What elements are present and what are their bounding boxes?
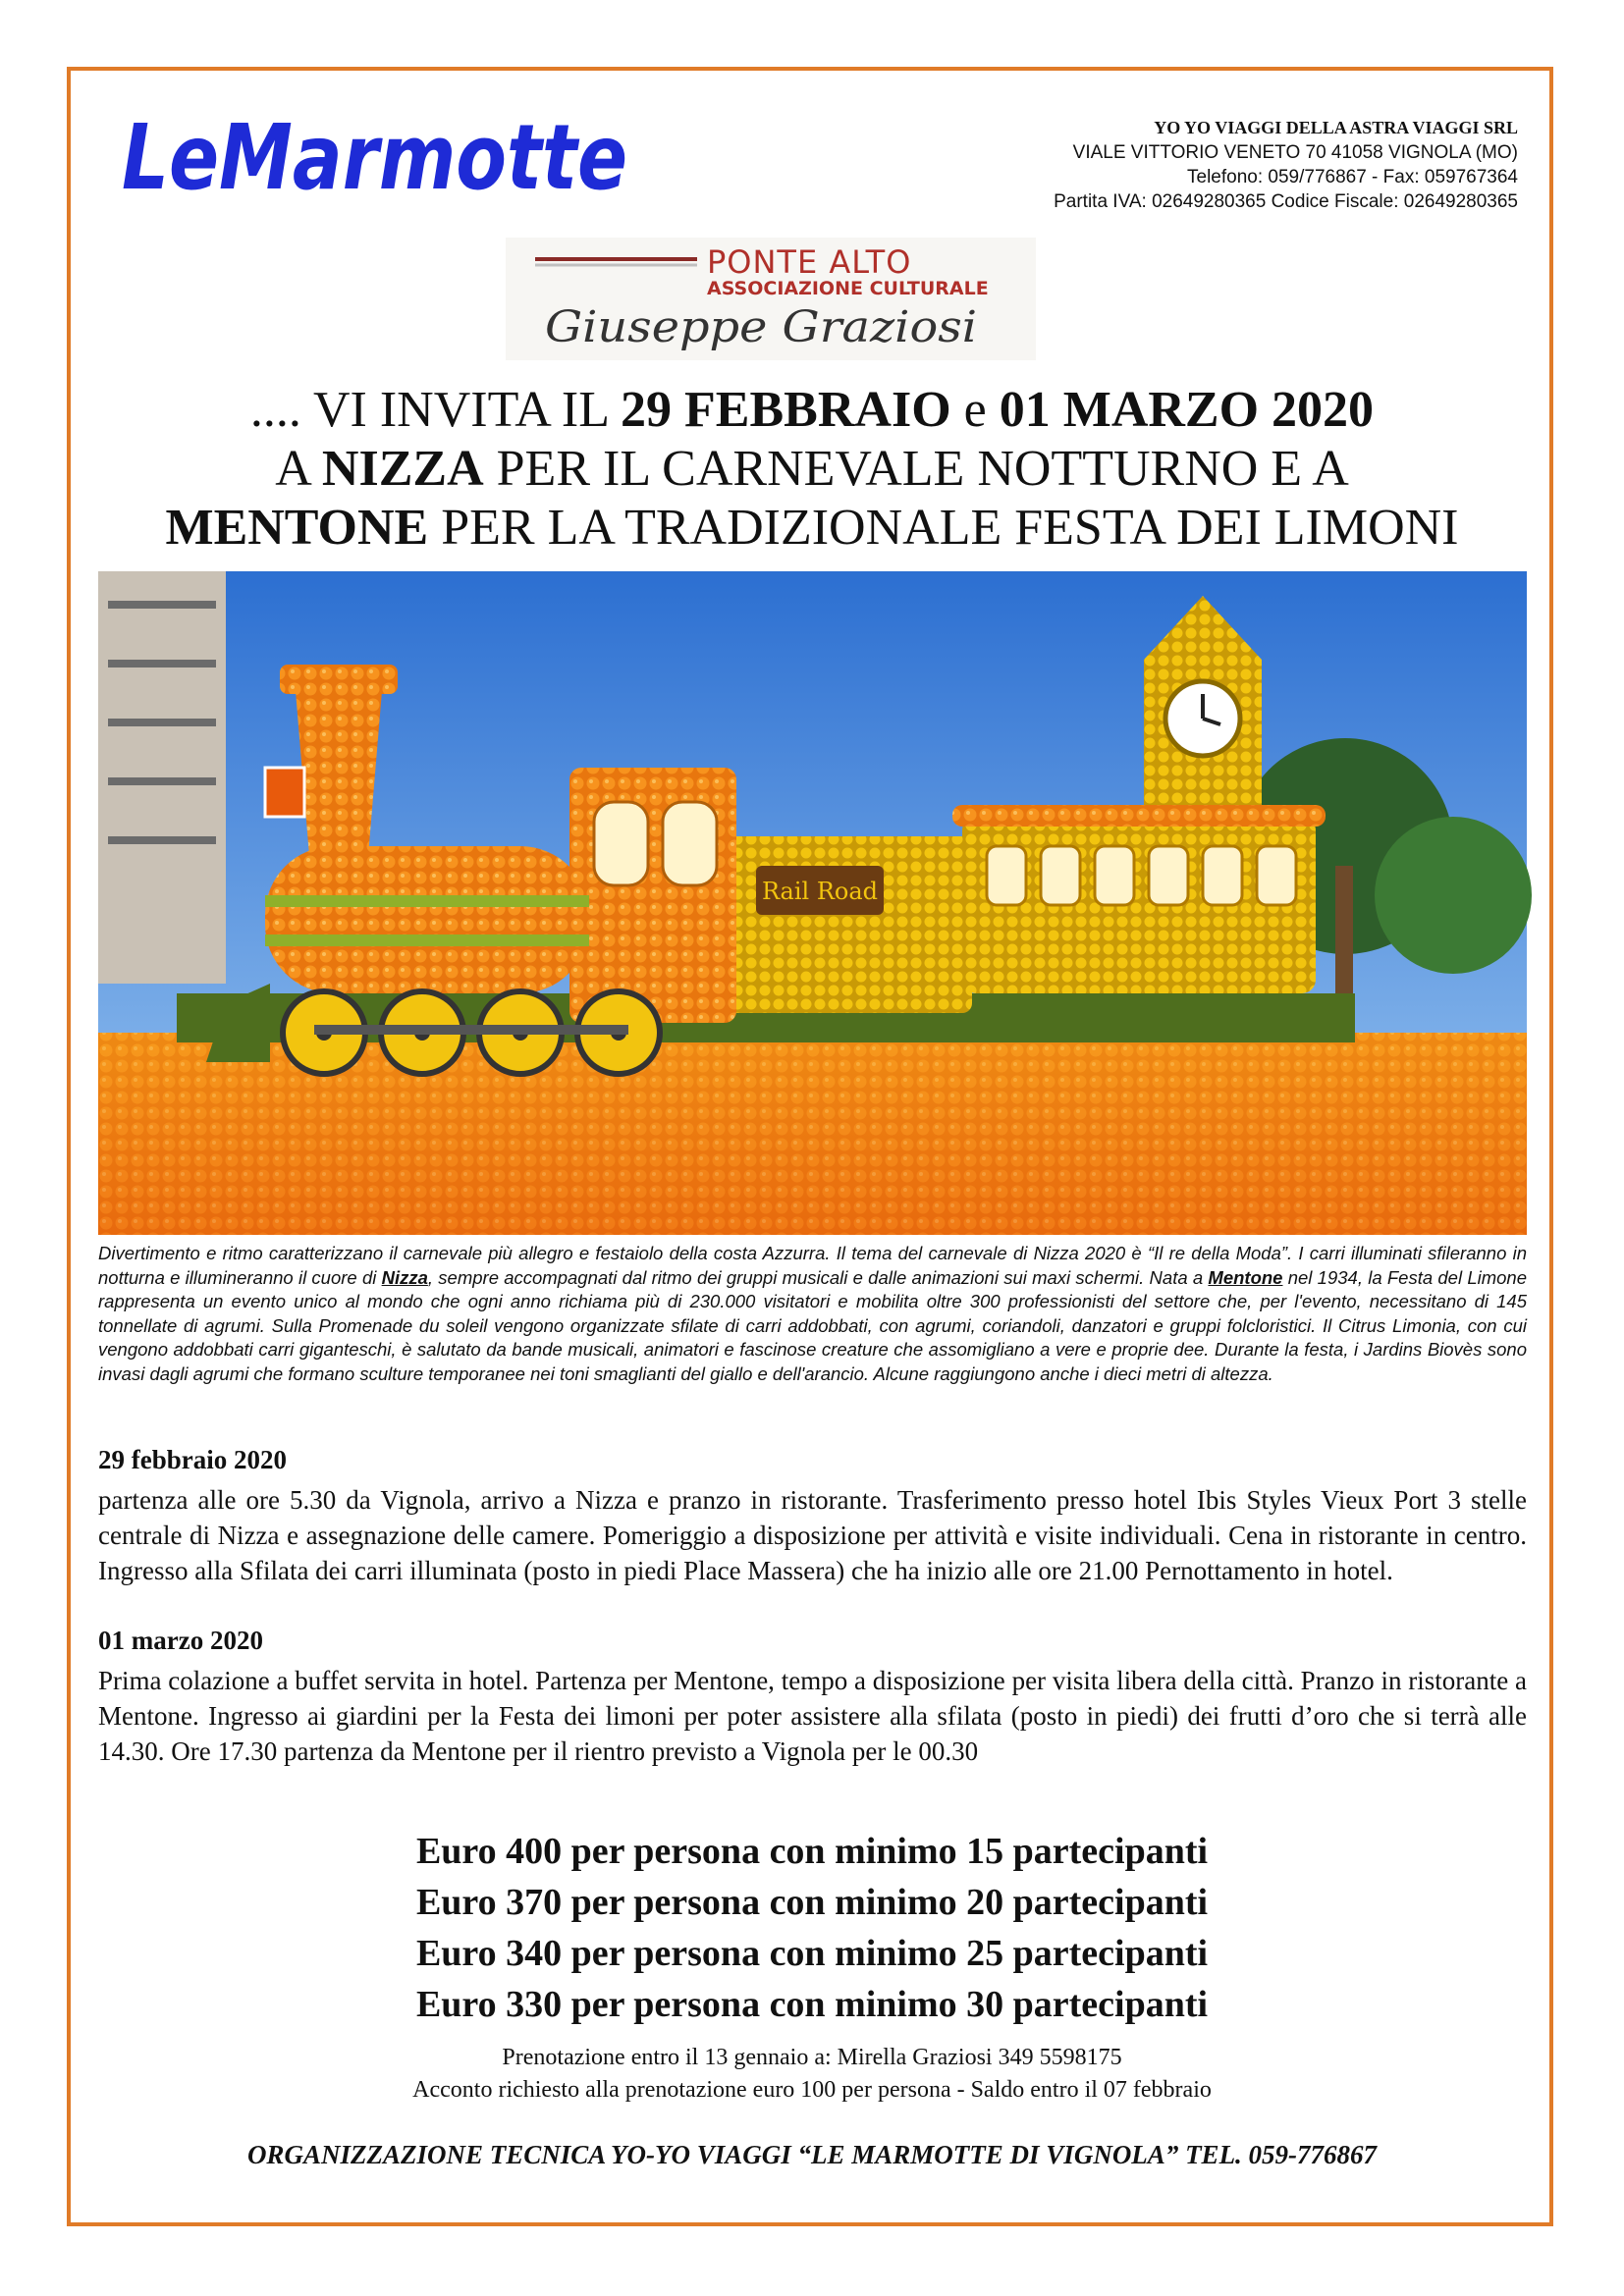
price-item: Euro 330 per persona con minimo 30 partecipanti [415,1984,1209,2025]
price-item: Euro 340 per persona con minimo 25 partecipanti [415,1933,1209,1974]
day-2-title: 01 marzo 2020 [98,1626,263,1655]
booking-info [98,2042,1526,2107]
lemon-festival-train-photo [98,571,1527,1235]
day-1-title: 29 febbraio 2020 [98,1445,287,1474]
price-list [98,1826,1526,2030]
nizza-link[interactable]: Nizza [381,1266,428,1288]
mentone-link[interactable]: Mentone [1208,1266,1283,1288]
company-vat: Partita IVA: 02649280365 Codice Fiscale: 02649280365 [1054,191,1518,212]
rail-road-sign: Rail Road [761,878,879,905]
company-info [1054,116,1518,214]
price-item: Euro 400 per persona con minimo 15 partecipanti [415,1831,1209,1872]
headline-line-1: .... VI INVITA IL 29 FEBBRAIO e 01 MARZO 2020 [249,382,1375,438]
company-phone: Telefono: 059/776867 - Fax: 059767364 [1187,167,1518,187]
headline-line-3: MENTONE PER LA TRADIZIONALE FESTA DEI LIMONI [165,500,1459,556]
headline [98,381,1526,558]
company-address: VIALE VITTORIO VENETO 70 41058 VIGNOLA (MO) [1072,142,1518,163]
price-item: Euro 370 per persona con minimo 20 partecipanti [415,1882,1209,1923]
headline-line-2: A NIZZA PER IL CARNEVALE NOTTURNO E A [275,441,1349,497]
ponte-alto-title: PONTE ALTO [707,243,912,281]
day-2-itinerary: Prima colazione a buffet servita in hotel. Partenza per Mentone, tempo a disposizione per visita libera della città. Pranzo in ristorante a Mentone. Ingresso ai giardini per la Festa dei limoni per poter assistere alla sfilata (posto in piedi) dei frutti d’oro che si terrà alle 14.30. Ore 17.30 partenza da Mentone per il rientro previsto a Vignola per le 00.30 [98,1666,1527,1766]
signature: Giuseppe Graziosi [545,302,977,352]
logo-text: LeMarmotte [122,105,627,210]
company-name: YO YO VIAGGI DELLA ASTRA VIAGGI SRL [1154,118,1518,137]
ponte-alto-logo [506,238,1036,360]
le-marmotte-logo [116,90,636,223]
booking-deposit: Acconto richiesto alla prenotazione euro 100 per persona - Saldo entro il 07 febbraio [412,2077,1212,2103]
ponte-alto-subtitle: ASSOCIAZIONE CULTURALE [707,278,989,299]
booking-deadline: Prenotazione entro il 13 gennaio a: Mirella Graziosi 349 5598175 [502,2045,1122,2070]
day-1-itinerary: partenza alle ore 5.30 da Vignola, arrivo a Nizza e pranzo in ristorante. Trasferimento presso hotel Ibis Styles Vieux Port 3 stelle centrale di Nizza e assegnazione delle camere. Pomeriggio a disposizione per attività e visite individuali. Cena in ristorante in centro. Ingresso alla Sfilata dei carri illuminata (posto in piedi Place Massera) che ha inizio alle ore 21.00 Pernottamento in hotel. [98,1485,1527,1585]
event-description: Divertimento e ritmo caratterizzano il carnevale più allegro e festaiolo della costa Azzurra. Il tema del carnevale di Nizza 2020 è “Il re della Moda”. I carri illuminati sfileranno in notturna e illumineranno il cuore di Nizza, sempre accompagnati dal ritmo dei gruppi musicali e dalle animazioni sui maxi schermi. Nata a Mentone nel 1934, la Festa del Limone rappresenta un evento unico al mondo che ogni anno richiama più di 230.000 visitatori e mobilita oltre 300 professionisti del settore che, per l'evento, necessitano di 145 tonnellate di agrumi. Sulla Promenade du soleil vengono organizzate sfilate di carri addobbati, con agrumi, coriandoli, danzatori e gruppi folcloristici. Il Citrus Limonia, con cui vengono addobbati carri giganteschi, è salutato da bande musicali, animatori e fascinose creature che assomigliano a vere e proprie dee. Durante la festa, i Jardins Biovès sono invasi dagli agrumi che formano sculture temporanee nei toni smaglianti del giallo e dell'arancio. Alcune raggiungono anche i dieci metri di altezza. [98,1243,1527,1384]
footer-organization: ORGANIZZAZIONE TECNICA YO-YO VIAGGI “LE MARMOTTE DI VIGNOLA” TEL. 059-776867 [246,2140,1378,2169]
